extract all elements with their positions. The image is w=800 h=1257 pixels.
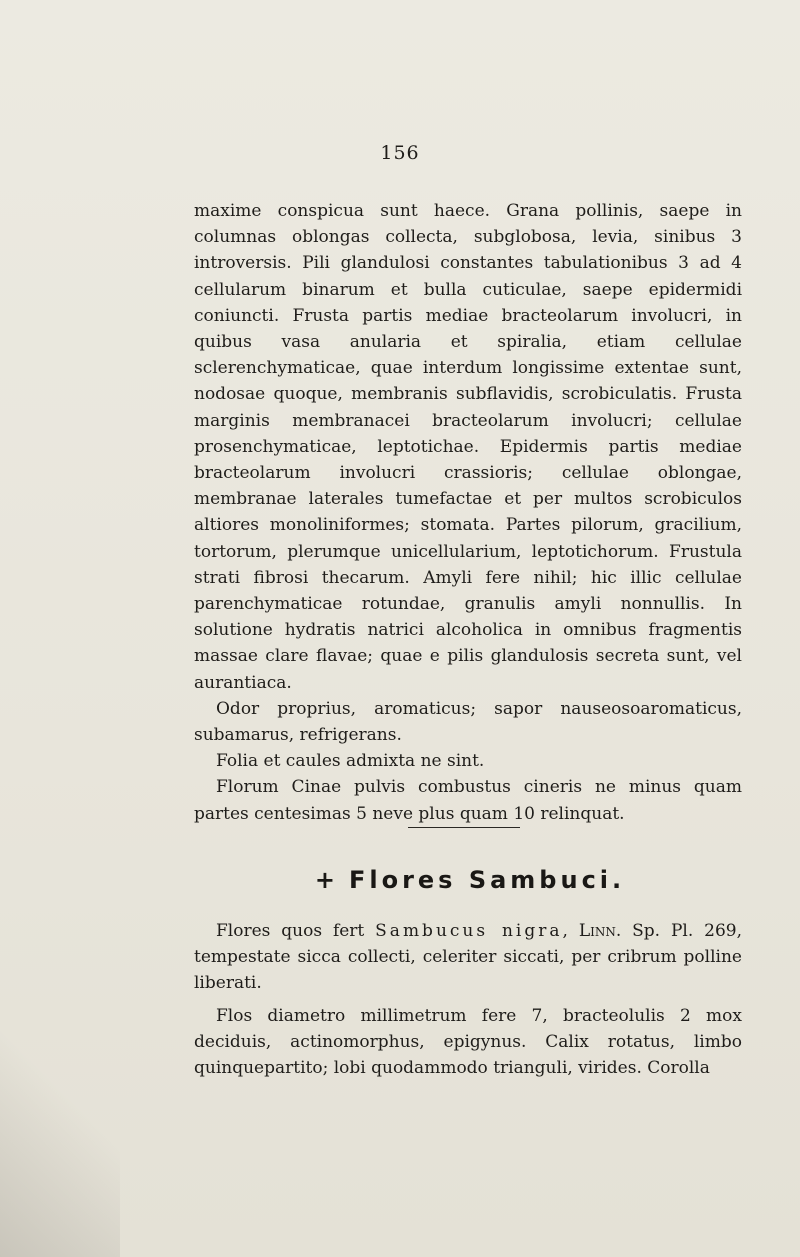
paragraph-flower: Flos diametro millimetrum fere 7, bracteolulis 2 mox deciduis, actinomorphus, epigynus. Calix rotatus, limbo quinquepartito; lobi quodammodo trianguli, virides. Corolla bbox=[194, 1005, 742, 1079]
cross-mark-icon: + bbox=[314, 866, 339, 894]
author-name: Linn. bbox=[578, 921, 622, 941]
page-edge-shadow bbox=[0, 997, 120, 1257]
main-text-block bbox=[194, 198, 742, 827]
paragraph-odor: Odor proprius, aromaticus; sapor nauseosoaromaticus, subamarus, refrigerans. bbox=[194, 698, 742, 746]
paragraph-description: maxime conspicua sunt haece. Grana pollinis, saepe in columnas oblongas collecta, subglobosa, levia, sinibus 3 introversis. Pili glandulosi constantes tabulationibus 3 ad 4 cellularum binarum et bulla cuticulae, saepe epidermidi coniuncti. Frusta partis mediae bracteolarum involucri, in quibus vasa anularia et spiralia, etiam cellulae sclerenchymaticae, quae interdum longissime extentae sunt, nodosae quoque, membranis subflavidis, scrobiculatis. Frusta marginis membranacei bracteolarum involucri; cellulae prosenchymaticae, leptotichae. Epidermis partis mediae bracteolarum involucri crassioris; cellulae oblongae, membranae laterales tumefactae et per multos scrobiculos altiores monoliniformes; stomata. Partes pilorum, gracilium, tortorum, plerumque unicellularium, leptotichorum. Frustula strati fibrosi thecarum. Amyli fere nihil; hic illic cellulae parenchymaticae rotundae, granulis amyli nonnullis. In solutione hydratis natrici alcoholica in omnibus fragmentis massae clare flavae; quae e pilis glandulosis secreta sunt, vel aurantiaca. bbox=[194, 201, 742, 693]
section-text-block bbox=[194, 918, 742, 1087]
paragraph-ash: Florum Cinae pulvis combustus cineris ne minus quam partes centesimas 5 neve plus quam 10 relinquat. bbox=[194, 777, 742, 824]
section-heading bbox=[0, 866, 800, 894]
source-rest: Sp. Pl. 269, tempestate sicca collecti, celeriter siccati, per cribrum polline liberati. bbox=[194, 921, 742, 994]
species-name: Sambucus nigra bbox=[375, 921, 563, 941]
section-title: Flores Sambuci. bbox=[348, 866, 626, 894]
source-intro: Flores quos fert bbox=[216, 921, 365, 941]
page-number: 156 bbox=[380, 142, 420, 164]
paragraph-source: Flores quos fert Sambucus nigra, Linn. Sp. Pl. 269, tempestate sicca collecti, celeriter siccati, per cribrum polline liberati. bbox=[194, 921, 742, 994]
section-divider bbox=[408, 827, 520, 828]
paragraph-admixture: Folia et caules admixta ne sint. bbox=[216, 751, 485, 772]
